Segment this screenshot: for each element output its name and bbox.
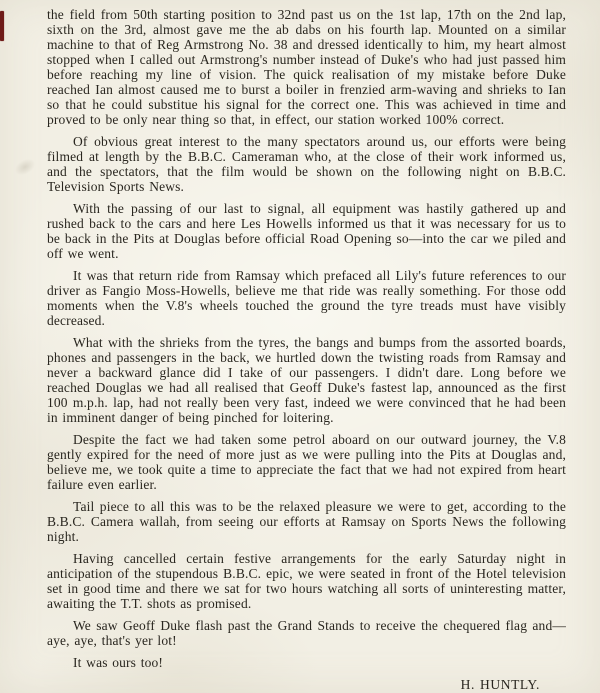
paragraph-3: With the passing of our last to signal, all equipment was hastily gathered up and rushed back to the cars and here Les Howells informed us that it was necessary for us to be back in the Pits at Douglas before official Road Opening so—into the car we piled and off we went. xyxy=(47,201,566,261)
paragraph-2: Of obvious great interest to the many spectators around us, our efforts were being filmed at length by the B.B.C. Cameraman who, at the close of their work informed us, and the spectators, that the film would be shown on the following night on B.B.C. Television Sports News. xyxy=(47,134,566,194)
paragraph-6: Despite the fact we had taken some petrol aboard on our outward journey, the V.8 gently expired for the need of more just as we were pulling into the Pits at Douglas and, believe me, we took quite a time to appreciate the fact that we had not expired from heart failure even earlier. xyxy=(47,432,566,492)
paragraph-4: It was that return ride from Ramsay which prefaced all Lily's future references to our driver as Fangio Moss-Howells, believe me that ride was really something. For those odd moments when the V.8's wheels touched the ground the tyre treads must have visibly decreased. xyxy=(47,268,566,328)
paragraph-8: Having cancelled certain festive arrangements for the early Saturday night in anticipation of the stupendous B.B.C. epic, we were seated in front of the Hotel television set in good time and there we sat for two hours watching all sorts of uninteresting matter, awaiting the T.T. shots as promised. xyxy=(47,551,566,611)
paper-smudge xyxy=(12,155,38,178)
paragraph-9: We saw Geoff Duke flash past the Grand Stands to receive the chequered flag and—aye, aye, that's yer lot! xyxy=(47,618,566,648)
paragraph-5: What with the shrieks from the tyres, the bangs and bumps from the assorted boards, phones and passengers in the back, we hurtled down the twisting roads from Ramsay and never a backward glance did I take of our passengers. I didn't dare. Long before we reached Douglas we had all realised that Geoff Duke's fastest lap, announced as the first 100 m.p.h. lap, had not really been very fast, indeed we were convinced that he had been in imminent danger of being pinched for loitering. xyxy=(47,335,566,425)
paragraph-1: the field from 50th starting position to 32nd past us on the 1st lap, 17th on the 2nd lap, sixth on the 3rd, almost gave me the ab dabs on his fourth lap. Mounted on a similar machine to that of Reg Armstrong No. 38 and dressed identically to him, my heart almost stopped when I called out Armstrong's number instead of Duke's who had just passed him before reaching my line of vision. The quick realisation of my mistake before Duke reached Ian almost caused me to burst a boiler in frenzied arm-waving and shrieks to Ian so that he could substitue his signal for the correct one. This was achieved in time and proved to be only near thing so that, in effect, our station worked 100% correct. xyxy=(47,7,566,127)
paragraph-10: It was ours too! xyxy=(73,655,164,670)
body-text xyxy=(47,7,566,692)
paragraph-7: Tail piece to all this was to be the relaxed pleasure we were to get, according to the B.B.C. Camera wallah, from seeing our efforts at Ramsay on Sports News the following night. xyxy=(47,499,566,544)
red-ink-mark xyxy=(0,11,4,41)
signature: H. HUNTLY. xyxy=(460,677,540,692)
